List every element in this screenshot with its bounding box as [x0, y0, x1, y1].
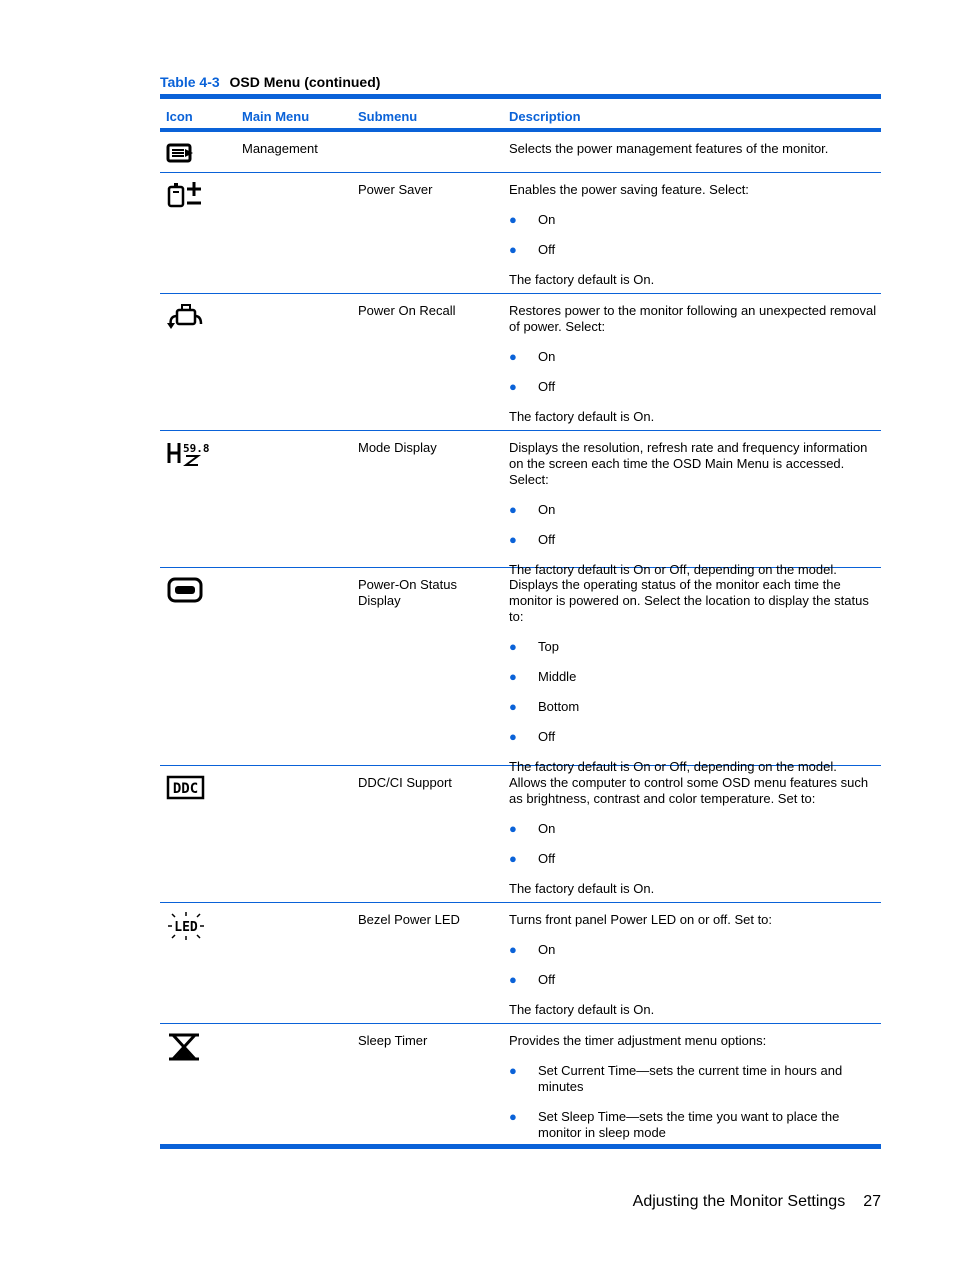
table-row-bezel-led [160, 903, 881, 1024]
option-item [509, 729, 879, 745]
option-text: Top [538, 639, 559, 654]
option-item [509, 349, 879, 365]
bullet-icon: ● [509, 1109, 517, 1124]
bullet-icon: ● [509, 851, 517, 866]
option-item [509, 669, 879, 685]
description-text: Displays the operating status of the monitor each time the monitor is powered on. Select the location to display the status to: [509, 577, 869, 624]
bullet-icon: ● [509, 972, 517, 987]
option-text: Set Sleep Time—sets the time you want to place the monitor in sleep mode [538, 1109, 840, 1140]
factory-default: The factory default is On. [509, 409, 655, 424]
description [509, 303, 879, 425]
table-row-power-on-status [160, 568, 881, 774]
factory-default: The factory default is On or Off, depending on the model. [509, 759, 837, 774]
bullet-icon: ● [509, 729, 517, 744]
bullet-icon: ● [509, 942, 517, 957]
bullet-icon: ● [509, 502, 517, 517]
option-list [509, 349, 879, 395]
option-list [509, 502, 879, 548]
bullet-icon: ● [509, 349, 517, 364]
submenu-label: Power Saver [358, 182, 433, 197]
description [509, 141, 879, 157]
table-number: Table 4-3 [160, 74, 220, 90]
submenu-label: DDC/CI Support [358, 775, 452, 790]
osd-menu-table [160, 94, 881, 1149]
option-item [509, 379, 879, 395]
option-list [509, 942, 879, 988]
option-text: Middle [538, 669, 577, 684]
factory-default: The factory default is On. [509, 881, 655, 896]
description [509, 440, 879, 578]
bullet-icon: ● [509, 639, 517, 654]
option-item [509, 532, 879, 548]
submenu-label: Power-On Status Display [358, 577, 457, 608]
description [509, 912, 879, 1018]
option-item [509, 699, 879, 715]
option-text: Off [538, 729, 556, 744]
main-menu-label: Management [242, 141, 318, 156]
option-item [509, 851, 879, 867]
bullet-icon: ● [509, 669, 517, 684]
power-saver-icon [166, 181, 204, 209]
description-text: Provides the timer adjustment menu options: [509, 1033, 767, 1048]
option-item [509, 972, 879, 988]
option-text: Off [538, 851, 556, 866]
factory-default: The factory default is On. [509, 1002, 655, 1017]
submenu-label: Power On Recall [358, 303, 456, 318]
page-number: 27 [863, 1193, 881, 1210]
option-list [509, 1063, 879, 1141]
management-icon [166, 140, 196, 166]
table-row-sleep-timer [160, 1024, 881, 1144]
option-text: Set Current Time—sets the current time in hours and minutes [538, 1063, 843, 1094]
table-row-ddc-ci [160, 766, 881, 903]
header-icon: Icon [166, 109, 193, 124]
table-row-power-on-recall [160, 294, 881, 431]
table-row-management [160, 132, 881, 173]
hourglass-icon [166, 1032, 204, 1062]
option-text: On [538, 502, 556, 517]
bullet-icon: ● [509, 379, 517, 394]
description-text: Enables the power saving feature. Select: [509, 182, 749, 197]
power-on-recall-icon [166, 302, 204, 330]
mode-display-icon [166, 439, 210, 467]
option-text: On [538, 821, 556, 836]
option-text: Off [538, 972, 556, 987]
description [509, 1033, 879, 1155]
bullet-icon: ● [509, 1063, 517, 1078]
option-text: Bottom [538, 699, 580, 714]
description-text: Turns front panel Power LED on or off. Set to: [509, 912, 773, 927]
description-text: Restores power to the monitor following an unexpected removal of power. Select: [509, 303, 877, 334]
ddc-icon [166, 774, 206, 802]
hz-value-text: 59.8 [183, 442, 210, 455]
option-text: Off [538, 379, 556, 394]
option-item [509, 1063, 879, 1095]
page-footer [633, 1193, 881, 1211]
header-main-menu: Main Menu [242, 109, 310, 124]
description-text: Selects the power management features of the monitor. [509, 141, 829, 156]
option-item [509, 502, 879, 518]
header-description: Description [509, 109, 581, 124]
table-title: OSD Menu (continued) [229, 74, 381, 90]
option-list [509, 212, 879, 258]
option-item [509, 821, 879, 837]
led-icon [166, 911, 206, 941]
table-header [160, 99, 881, 132]
bullet-icon: ● [509, 699, 517, 714]
option-text: On [538, 349, 556, 364]
option-item [509, 212, 879, 228]
description [509, 577, 879, 775]
option-text: On [538, 942, 556, 957]
submenu-label: Sleep Timer [358, 1033, 428, 1048]
factory-default: The factory default is On. [509, 272, 655, 287]
power-on-status-icon [166, 576, 204, 604]
ddc-text: DDC [172, 781, 199, 797]
submenu-label: Bezel Power LED [358, 912, 460, 927]
description-text: Allows the computer to control some OSD menu features such as brightness, contrast and color temperature. Set to: [509, 775, 869, 806]
description [509, 182, 879, 288]
table-caption [160, 74, 380, 90]
option-item [509, 639, 879, 655]
header-submenu: Submenu [358, 109, 418, 124]
option-list [509, 821, 879, 867]
bullet-icon: ● [509, 532, 517, 547]
bullet-icon: ● [509, 821, 517, 836]
footer-section-title: Adjusting the Monitor Settings [632, 1193, 846, 1210]
option-item [509, 942, 879, 958]
option-text: Off [538, 242, 556, 257]
table-row-mode-display [160, 431, 881, 577]
option-text: On [538, 212, 556, 227]
description [509, 775, 879, 897]
option-text: Off [538, 532, 556, 547]
option-item [509, 1109, 879, 1141]
table-row-power-saver [160, 173, 881, 294]
factory-default: The factory default is On or Off, depending on the model. [509, 562, 837, 577]
bullet-icon: ● [509, 242, 517, 257]
bullet-icon: ● [509, 212, 517, 227]
led-text: LED [174, 920, 198, 935]
option-list [509, 639, 879, 745]
description-text: Displays the resolution, refresh rate and frequency information on the screen each time the OSD Main Menu is accessed. Select: [509, 440, 868, 487]
submenu-label: Mode Display [358, 440, 437, 455]
option-item [509, 242, 879, 258]
